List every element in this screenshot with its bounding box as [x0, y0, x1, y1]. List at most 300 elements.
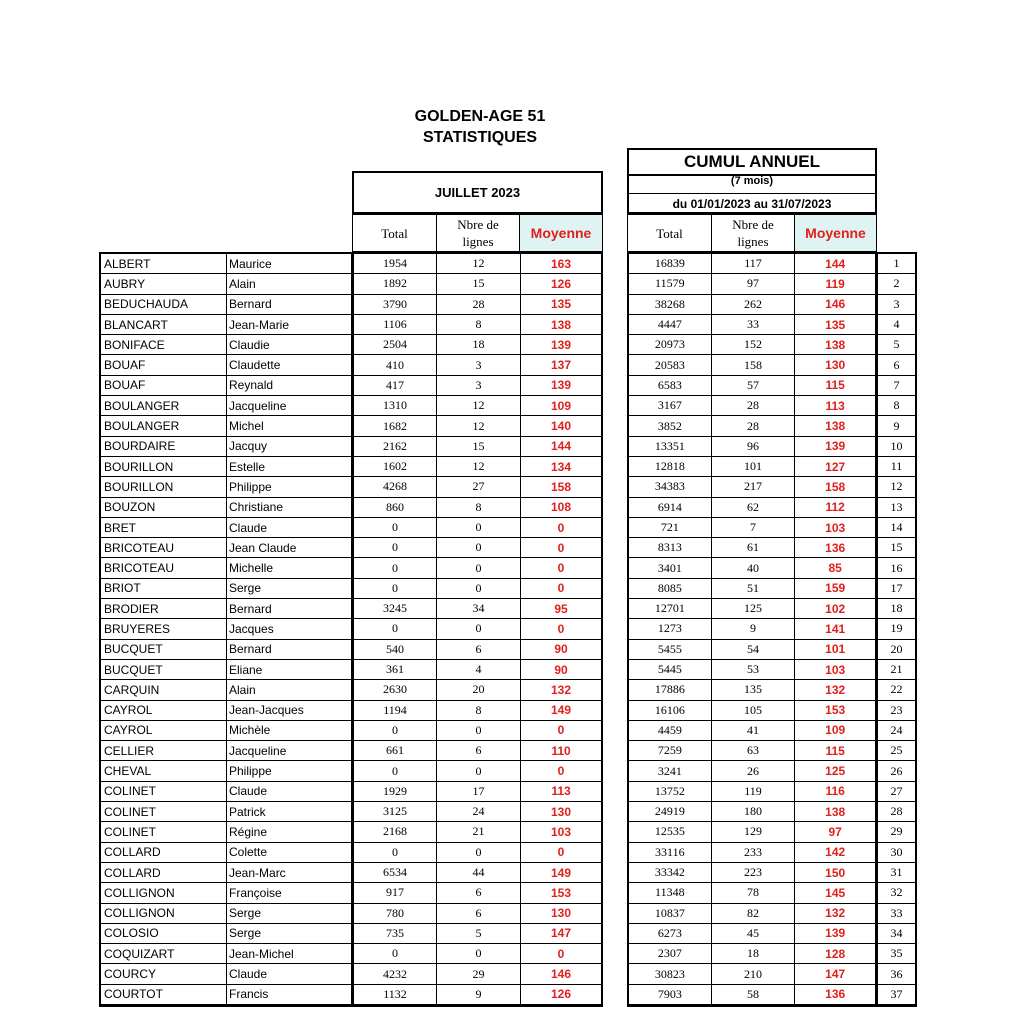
table-row: [878, 761, 915, 781]
table-row: [878, 477, 915, 497]
table-row: [101, 964, 351, 984]
cumul-total-cell: 10837: [629, 904, 712, 924]
table-row: [101, 822, 351, 842]
cumul-average-cell: 150: [795, 863, 875, 883]
july-lines-cell: 27: [437, 477, 521, 497]
july-average-cell: 113: [521, 782, 601, 802]
cumul-lines-cell: 105: [712, 701, 796, 721]
table-row: [354, 619, 601, 639]
cumul-header-range: du 01/01/2023 au 31/07/2023: [629, 193, 875, 215]
july-total-cell: 417: [354, 376, 437, 396]
cumul-lines-cell: 129: [712, 822, 796, 842]
table-row: [878, 498, 915, 518]
cumul-total-cell: 5445: [629, 660, 712, 680]
cumul-average-cell: 138: [795, 335, 875, 355]
cumul-lines-cell: 152: [712, 335, 796, 355]
july-average-cell: 135: [521, 295, 601, 315]
july-total-cell: 2162: [354, 437, 437, 457]
july-header: [352, 171, 603, 214]
last-name-cell: BOURILLON: [101, 457, 227, 477]
table-row: [878, 315, 915, 335]
cumul-total-cell: 13351: [629, 437, 712, 457]
cumul-average-cell: 132: [795, 904, 875, 924]
table-row: [101, 457, 351, 477]
table-row: [101, 376, 351, 396]
cumul-average-cell: 109: [795, 721, 875, 741]
table-row: [878, 558, 915, 578]
cumul-lines-cell: 223: [712, 863, 796, 883]
cumul-average-cell: 130: [795, 355, 875, 375]
table-row: [101, 741, 351, 761]
row-index-cell: 20: [878, 640, 915, 660]
cumul-total-cell: 24919: [629, 802, 712, 822]
july-average-cell: 153: [521, 883, 601, 903]
row-index-cell: 17: [878, 579, 915, 599]
table-row: [878, 782, 915, 802]
july-total-cell: 0: [354, 579, 437, 599]
row-index-cell: 22: [878, 680, 915, 700]
table-row: [354, 376, 601, 396]
table-row: [878, 518, 915, 538]
cumul-lines-cell: 33: [712, 315, 796, 335]
cumul-lines-cell: 41: [712, 721, 796, 741]
cumul-table: [627, 252, 877, 1007]
july-average-cell: 138: [521, 315, 601, 335]
last-name-cell: BOULANGER: [101, 396, 227, 416]
table-row: [629, 599, 875, 619]
first-name-cell: Claudie: [227, 335, 351, 355]
july-lines-cell: 44: [437, 863, 521, 883]
table-row: [101, 538, 351, 558]
table-row: [629, 437, 875, 457]
july-average-header: Moyenne: [519, 214, 603, 252]
table-row: [878, 985, 915, 1005]
july-total-cell: 3245: [354, 599, 437, 619]
table-row: [878, 355, 915, 375]
cumul-average-cell: 142: [795, 843, 875, 863]
table-row: [354, 355, 601, 375]
table-row: [101, 640, 351, 660]
first-name-cell: Serge: [227, 579, 351, 599]
table-row: [354, 599, 601, 619]
last-name-cell: COLLARD: [101, 843, 227, 863]
table-row: [354, 802, 601, 822]
july-average-cell: 0: [521, 721, 601, 741]
cumul-total-cell: 11579: [629, 274, 712, 294]
table-row: [878, 416, 915, 436]
cumul-total-cell: 16839: [629, 254, 712, 274]
cumul-header-title: CUMUL ANNUEL: [629, 150, 875, 176]
row-index-cell: 3: [878, 295, 915, 315]
july-total-cell: 2168: [354, 822, 437, 842]
cumul-average-cell: 102: [795, 599, 875, 619]
row-index-cell: 6: [878, 355, 915, 375]
cumul-lines-cell: 125: [712, 599, 796, 619]
cumul-lines-cell: 26: [712, 761, 796, 781]
table-row: [354, 498, 601, 518]
cumul-total-cell: 7259: [629, 741, 712, 761]
july-average-cell: 140: [521, 416, 601, 436]
july-average-cell: 108: [521, 498, 601, 518]
july-lines-cell: 21: [437, 822, 521, 842]
cumul-total-cell: 20583: [629, 355, 712, 375]
cumul-lines-cell: 97: [712, 274, 796, 294]
table-row: [878, 457, 915, 477]
row-index-cell: 32: [878, 883, 915, 903]
names-table: [99, 252, 353, 1007]
july-average-cell: 163: [521, 254, 601, 274]
table-row: [101, 863, 351, 883]
cumul-average-cell: 125: [795, 761, 875, 781]
table-row: [629, 640, 875, 660]
july-average-cell: 149: [521, 863, 601, 883]
last-name-cell: BLANCART: [101, 315, 227, 335]
table-row: [101, 518, 351, 538]
table-row: [354, 640, 601, 660]
table-row: [629, 701, 875, 721]
cumul-lines-cell: 262: [712, 295, 796, 315]
table-row: [878, 619, 915, 639]
table-row: [354, 883, 601, 903]
first-name-cell: Jean Claude: [227, 538, 351, 558]
july-total-cell: 0: [354, 518, 437, 538]
cumul-lines-cell: 45: [712, 924, 796, 944]
cumul-average-cell: 146: [795, 295, 875, 315]
july-lines-cell: 24: [437, 802, 521, 822]
last-name-cell: BRICOTEAU: [101, 538, 227, 558]
row-index-cell: 2: [878, 274, 915, 294]
table-row: [101, 802, 351, 822]
table-row: [878, 538, 915, 558]
july-total-cell: 0: [354, 944, 437, 964]
july-total-cell: 917: [354, 883, 437, 903]
row-index-cell: 18: [878, 599, 915, 619]
first-name-cell: Michel: [227, 416, 351, 436]
table-row: [878, 254, 915, 274]
july-total-cell: 1892: [354, 274, 437, 294]
cumul-lines-cell: 51: [712, 579, 796, 599]
last-name-cell: BUCQUET: [101, 660, 227, 680]
table-row: [878, 437, 915, 457]
july-lines-cell: 12: [437, 396, 521, 416]
table-row: [354, 315, 601, 335]
first-name-cell: Jacqueline: [227, 396, 351, 416]
july-total-cell: 735: [354, 924, 437, 944]
july-lines-cell: 0: [437, 843, 521, 863]
table-row: [629, 883, 875, 903]
table-row: [354, 274, 601, 294]
table-row: [354, 863, 601, 883]
cumul-average-cell: 144: [795, 254, 875, 274]
table-row: [101, 843, 351, 863]
first-name-cell: Alain: [227, 680, 351, 700]
cumul-total-cell: 11348: [629, 883, 712, 903]
table-row: [354, 538, 601, 558]
table-row: [101, 558, 351, 578]
july-average-cell: 144: [521, 437, 601, 457]
table-row: [629, 295, 875, 315]
table-row: [629, 761, 875, 781]
last-name-cell: BRET: [101, 518, 227, 538]
cumul-lines-cell: 180: [712, 802, 796, 822]
july-lines-cell: 0: [437, 944, 521, 964]
cumul-total-cell: 6273: [629, 924, 712, 944]
cumul-lines-cell: 82: [712, 904, 796, 924]
cumul-lines-cell: 101: [712, 457, 796, 477]
cumul-lines-cell: 135: [712, 680, 796, 700]
july-total-cell: 1132: [354, 985, 437, 1005]
july-total-cell: 3125: [354, 802, 437, 822]
cumul-average-cell: 119: [795, 274, 875, 294]
table-row: [629, 538, 875, 558]
july-lines-cell: 17: [437, 782, 521, 802]
table-row: [101, 315, 351, 335]
table-row: [629, 924, 875, 944]
july-average-cell: 109: [521, 396, 601, 416]
cumul-average-cell: 139: [795, 437, 875, 457]
cumul-average-header: Moyenne: [794, 214, 877, 252]
table-row: [354, 579, 601, 599]
first-name-cell: Francis: [227, 985, 351, 1005]
table-row: [354, 924, 601, 944]
table-row: [101, 274, 351, 294]
july-average-cell: 110: [521, 741, 601, 761]
table-row: [101, 619, 351, 639]
july-total-cell: 0: [354, 558, 437, 578]
first-name-cell: Régine: [227, 822, 351, 842]
last-name-cell: COLLIGNON: [101, 904, 227, 924]
july-average-cell: 126: [521, 985, 601, 1005]
first-name-cell: Reynald: [227, 376, 351, 396]
table-row: [101, 944, 351, 964]
cumul-average-cell: 139: [795, 924, 875, 944]
july-total-cell: 1929: [354, 782, 437, 802]
cumul-lines-cell: 117: [712, 254, 796, 274]
table-row: [354, 680, 601, 700]
cumul-lines-header: [711, 214, 795, 252]
cumul-total-cell: 8085: [629, 579, 712, 599]
table-row: [354, 721, 601, 741]
cumul-lines-header-1: Nbre de: [732, 217, 774, 232]
cumul-average-cell: 103: [795, 660, 875, 680]
cumul-average-cell: 128: [795, 944, 875, 964]
cumul-total-cell: 38268: [629, 295, 712, 315]
row-index-cell: 23: [878, 701, 915, 721]
table-row: [354, 558, 601, 578]
cumul-total-cell: 4459: [629, 721, 712, 741]
last-name-cell: COLOSIO: [101, 924, 227, 944]
cumul-total-cell: 5455: [629, 640, 712, 660]
july-total-cell: 661: [354, 741, 437, 761]
cumul-average-cell: 135: [795, 315, 875, 335]
cumul-total-cell: 33116: [629, 843, 712, 863]
cumul-total-header: Total: [627, 214, 712, 252]
table-row: [629, 416, 875, 436]
july-average-cell: 90: [521, 640, 601, 660]
table-row: [101, 660, 351, 680]
last-name-cell: BRODIER: [101, 599, 227, 619]
table-row: [354, 396, 601, 416]
table-row: [629, 741, 875, 761]
cumul-average-cell: 97: [795, 822, 875, 842]
july-total-cell: 0: [354, 761, 437, 781]
table-row: [878, 924, 915, 944]
cumul-average-cell: 136: [795, 985, 875, 1005]
row-index-cell: 21: [878, 660, 915, 680]
cumul-total-cell: 3852: [629, 416, 712, 436]
table-row: [878, 640, 915, 660]
july-lines-cell: 18: [437, 335, 521, 355]
july-lines-cell: 9: [437, 985, 521, 1005]
row-index-cell: 13: [878, 498, 915, 518]
july-total-cell: 6534: [354, 863, 437, 883]
cumul-total-cell: 16106: [629, 701, 712, 721]
table-row: [629, 396, 875, 416]
cumul-lines-cell: 61: [712, 538, 796, 558]
table-row: [629, 335, 875, 355]
july-average-cell: 95: [521, 599, 601, 619]
row-index-cell: 24: [878, 721, 915, 741]
july-average-cell: 158: [521, 477, 601, 497]
july-total-cell: 1954: [354, 254, 437, 274]
july-lines-cell: 0: [437, 538, 521, 558]
july-lines-cell: 34: [437, 599, 521, 619]
table-row: [629, 254, 875, 274]
cumul-average-cell: 145: [795, 883, 875, 903]
last-name-cell: BRUYERES: [101, 619, 227, 639]
first-name-cell: Jacques: [227, 619, 351, 639]
cumul-lines-cell: 28: [712, 416, 796, 436]
row-index-cell: 30: [878, 843, 915, 863]
july-total-cell: 2504: [354, 335, 437, 355]
table-row: [629, 477, 875, 497]
table-row: [101, 782, 351, 802]
july-average-cell: 137: [521, 355, 601, 375]
july-lines-cell: 6: [437, 741, 521, 761]
table-row: [629, 782, 875, 802]
cumul-average-cell: 116: [795, 782, 875, 802]
july-average-cell: 132: [521, 680, 601, 700]
cumul-average-cell: 138: [795, 802, 875, 822]
table-row: [354, 335, 601, 355]
july-lines-cell: 8: [437, 498, 521, 518]
row-index-cell: 14: [878, 518, 915, 538]
table-row: [354, 416, 601, 436]
row-index-cell: 11: [878, 457, 915, 477]
row-index-cell: 19: [878, 619, 915, 639]
row-index-cell: 37: [878, 985, 915, 1005]
cumul-average-cell: 113: [795, 396, 875, 416]
table-row: [629, 619, 875, 639]
july-average-cell: 130: [521, 904, 601, 924]
table-row: [629, 518, 875, 538]
cumul-average-cell: 115: [795, 376, 875, 396]
cumul-lines-cell: 62: [712, 498, 796, 518]
july-header-label: JUILLET 2023: [434, 185, 521, 200]
july-lines-header: [436, 214, 520, 252]
cumul-lines-cell: 96: [712, 437, 796, 457]
july-average-cell: 0: [521, 579, 601, 599]
table-row: [629, 944, 875, 964]
table-row: [354, 944, 601, 964]
cumul-total-cell: 12701: [629, 599, 712, 619]
table-row: [354, 701, 601, 721]
row-index-cell: 12: [878, 477, 915, 497]
july-lines-cell: 8: [437, 701, 521, 721]
table-row: [629, 843, 875, 863]
july-lines-cell: 0: [437, 518, 521, 538]
july-total-cell: 860: [354, 498, 437, 518]
last-name-cell: CHEVAL: [101, 761, 227, 781]
last-name-cell: CAYROL: [101, 701, 227, 721]
first-name-cell: Claudette: [227, 355, 351, 375]
table-row: [629, 498, 875, 518]
table-row: [629, 579, 875, 599]
table-row: [101, 335, 351, 355]
row-index-cell: 16: [878, 558, 915, 578]
cumul-total-cell: 3401: [629, 558, 712, 578]
table-row: [101, 761, 351, 781]
cumul-average-cell: 159: [795, 579, 875, 599]
july-total-cell: 1106: [354, 315, 437, 335]
cumul-total-cell: 13752: [629, 782, 712, 802]
cumul-total-cell: 33342: [629, 863, 712, 883]
cumul-lines-cell: 18: [712, 944, 796, 964]
cumul-lines-cell: 217: [712, 477, 796, 497]
july-lines-cell: 0: [437, 761, 521, 781]
july-total-cell: 1682: [354, 416, 437, 436]
july-lines-header-2: lignes: [462, 234, 494, 249]
table-row: [101, 579, 351, 599]
july-total-cell: 0: [354, 843, 437, 863]
row-index-cell: 15: [878, 538, 915, 558]
july-lines-cell: 6: [437, 640, 521, 660]
row-index-cell: 1: [878, 254, 915, 274]
july-lines-cell: 15: [437, 437, 521, 457]
cumul-total-cell: 20973: [629, 335, 712, 355]
table-row: [629, 355, 875, 375]
row-index-cell: 27: [878, 782, 915, 802]
july-total-cell: 0: [354, 721, 437, 741]
cumul-average-cell: 153: [795, 701, 875, 721]
cumul-total-cell: 17886: [629, 680, 712, 700]
july-total-cell: 410: [354, 355, 437, 375]
cumul-average-cell: 136: [795, 538, 875, 558]
july-average-cell: 0: [521, 761, 601, 781]
row-index-cell: 4: [878, 315, 915, 335]
july-average-cell: 146: [521, 964, 601, 984]
row-index-cell: 28: [878, 802, 915, 822]
july-lines-header-1: Nbre de: [457, 217, 499, 232]
last-name-cell: BOUAF: [101, 355, 227, 375]
last-name-cell: BUCQUET: [101, 640, 227, 660]
table-row: [878, 822, 915, 842]
july-lines-cell: 0: [437, 619, 521, 639]
table-row: [354, 477, 601, 497]
table-row: [101, 295, 351, 315]
table-row: [101, 721, 351, 741]
cumul-total-cell: 12535: [629, 822, 712, 842]
last-name-cell: COURCY: [101, 964, 227, 984]
table-row: [629, 802, 875, 822]
table-row: [101, 477, 351, 497]
july-average-cell: 0: [521, 619, 601, 639]
table-row: [354, 782, 601, 802]
last-name-cell: COLINET: [101, 802, 227, 822]
july-average-cell: 147: [521, 924, 601, 944]
july-average-cell: 0: [521, 843, 601, 863]
row-index-cell: 33: [878, 904, 915, 924]
